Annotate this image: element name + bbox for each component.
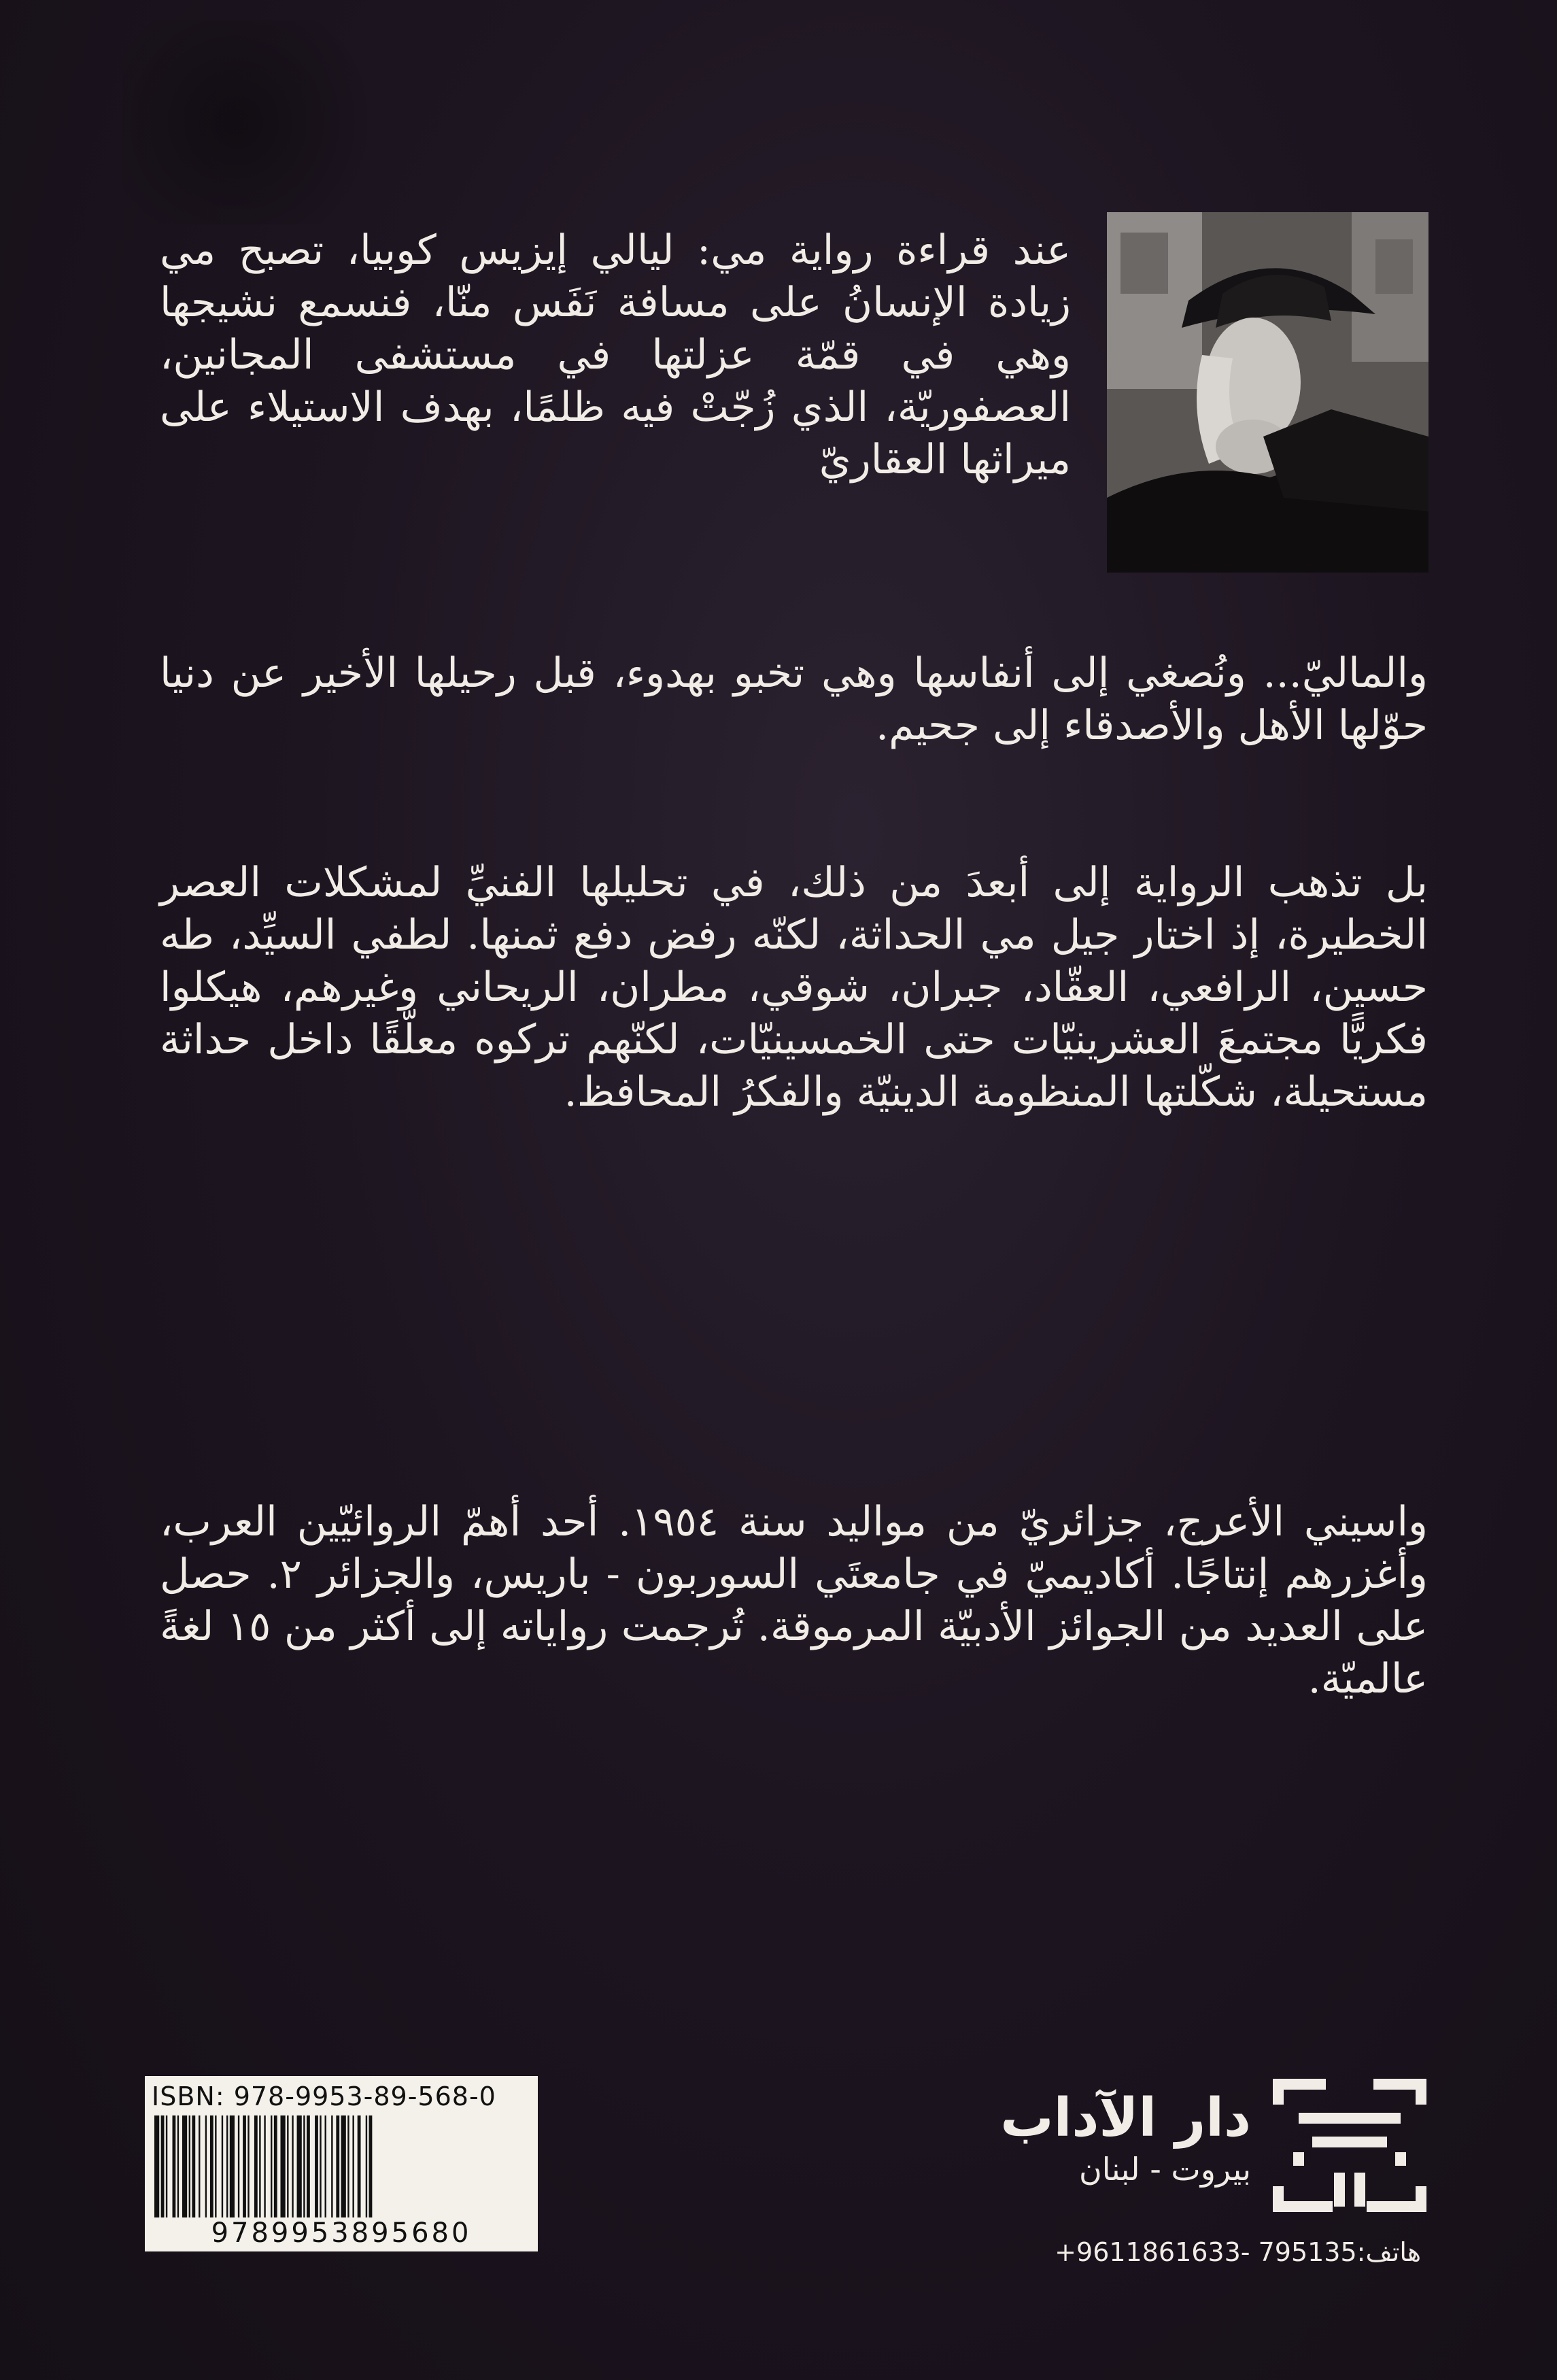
- barcode-bar: [274, 2115, 277, 2217]
- author-photo: [1107, 212, 1428, 573]
- publisher-name: دار الآداب: [1000, 2088, 1251, 2149]
- publisher-block: [993, 2088, 1251, 2190]
- barcode-bar: [292, 2115, 293, 2217]
- blurb-paragraph-1: عند قراءة رواية مي: ليالي إيزيس كوبيا، تصبح مي زيادة الإنسانُ على مسافة نَفَس منّا، فنسمع نشيجها وهي في قمّة عزلتها في مستشفى المجانين، العصفوريّة، الذي زُجّتْ فيه ظلمًا، بهدف الاستيلاء على ميراثها العقاريّ: [160, 226, 1072, 483]
- barcode-bar: [336, 2115, 339, 2217]
- barcode-bar: [287, 2115, 288, 2217]
- barcode-bar: [177, 2115, 179, 2217]
- barcode-bar: [369, 2115, 373, 2217]
- author-bio: واسيني الأعرج، جزائريّ من مواليد سنة ١٩٥٤. أحد أهمّ الروائيّين العرب، وأغزرهم إنتاجًا. أكاديميّ في جامعتَي السوربون - باريس، والجزائر ٢. حصل على العديد من الجوائز الأدبيّة المرموقة. تُرجمت رواياته إلى أكثر من ١٥ لغةً عالميّة.: [160, 1498, 1428, 1703]
- barcode-bar: [226, 2115, 228, 2217]
- publisher-phone: هاتف:795135 -9611861633+: [1055, 2237, 1421, 2267]
- barcode-bar: [243, 2115, 246, 2217]
- barcode-bar: [230, 2115, 235, 2217]
- barcode-bar: [189, 2115, 190, 2217]
- barcode-bar: [238, 2115, 239, 2217]
- barcode-bar: [154, 2115, 159, 2217]
- barcode-bars: [152, 2115, 531, 2217]
- publisher-city: بيروت - لبنان: [1079, 2151, 1251, 2188]
- isbn-barcode: [145, 2076, 538, 2251]
- barcode-bar: [331, 2115, 332, 2217]
- barcode-bar: [358, 2115, 361, 2217]
- barcode-bar: [303, 2115, 305, 2217]
- isbn-label: ISBN: 978-9953-89-568-0: [152, 2081, 496, 2111]
- barcode-bar: [320, 2115, 321, 2217]
- barcode-bar: [254, 2115, 258, 2217]
- publisher-logo-graphic: [1271, 2077, 1428, 2213]
- barcode-bar: [205, 2115, 207, 2217]
- barcode-bar: [259, 2115, 260, 2217]
- barcode-bar: [341, 2115, 346, 2217]
- blurb-paragraph-1-continued: والماليّ... ونُصغي إلى أنفاسها وهي تخبو بهدوء، قبل رحيلها الأخير عن دنيا حوّلها الأهل والأصدقاء إلى جحيم.: [160, 649, 1428, 749]
- barcode-bar: [247, 2115, 249, 2217]
- publisher-logo-icon: [1271, 2077, 1428, 2213]
- barcode-graphic: [152, 2115, 531, 2217]
- blurb-paragraph-2: بل تذهب الرواية إلى أبعدَ من ذلك، في تحليلها الفنيِّ لمشكلات العصر الخطيرة، إذ اختار جيل مي الحداثة، لكنّه رفض دفع ثمنها. لطفي السيِّد، طه حسين، الرافعي، العقّاد، جبران، شوقي، مطران، الريحاني وغيرهم، هيكلوا فكريًّا مجتمعَ العشرينيّات حتى الخمسينيّات، لكنّهم تركوه معلّقًا داخل حداثة مستحيلة، شكّلتها المنظومة الدينيّة والفكرُ المحافظ.: [160, 859, 1428, 1116]
- barcode-bar: [325, 2115, 326, 2217]
- barcode-bar: [222, 2115, 223, 2217]
- barcode-bar: [215, 2115, 216, 2217]
- barcode-bar: [307, 2115, 310, 2217]
- barcode-bar: [352, 2115, 354, 2217]
- barcode-bar: [315, 2115, 318, 2217]
- barcode-bar: [366, 2115, 367, 2217]
- author-portrait-illustration: [1107, 212, 1428, 573]
- isbn-digits: 9789953895680: [211, 2217, 472, 2249]
- barcode-bar: [192, 2115, 195, 2217]
- barcode-bar: [264, 2115, 265, 2217]
- barcode-bar: [161, 2115, 165, 2217]
- barcode-bar: [271, 2115, 272, 2217]
- texture-stain: [122, 20, 408, 224]
- barcode-bar: [173, 2115, 176, 2217]
- barcode-bar: [347, 2115, 349, 2217]
- barcode-bar: [166, 2115, 167, 2217]
- barcode-bar: [182, 2115, 187, 2217]
- barcode-bar: [280, 2115, 285, 2217]
- barcode-bar: [199, 2115, 200, 2217]
- barcode-bar: [297, 2115, 302, 2217]
- barcode-bar: [210, 2115, 213, 2217]
